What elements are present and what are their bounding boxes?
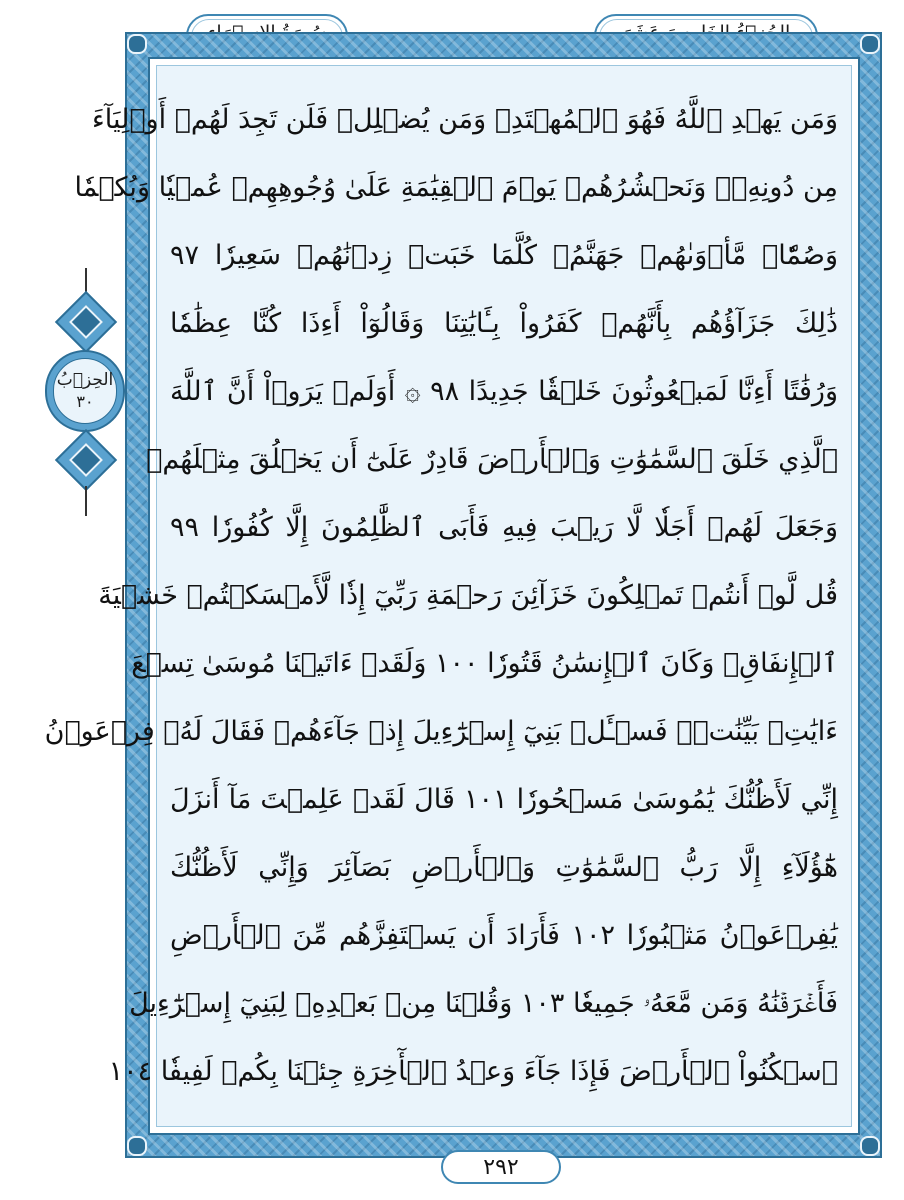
hizb-ornament-top-icon — [55, 291, 117, 353]
hizb-medallion — [45, 350, 125, 432]
text-line: مِن دُونِهِۦۖ وَنَحۡشُرُهُمۡ يَوۡمَ ٱلۡقِيَٰمَةِ عَلَىٰ وُجُوهِهِمۡ عُمۡيٗا وَبُكۡمٗا — [74, 172, 838, 203]
text-line: وَرُفَٰتًا أَءِنَّا لَمَبۡعُوثُونَ خَلۡقٗا جَدِيدًا ٩٨ ۞ أَوَلَمۡ يَرَوۡاْ أَنَّ ٱللَّهَ — [170, 376, 838, 407]
text-line: فَأَغۡرَقۡنَٰهُ وَمَن مَّعَهُۥ جَمِيعٗا ١٠٣ وَقُلۡنَا مِنۢ بَعۡدِهِۦ لِبَنِيٓ إِسۡرَٰٓءِيلَ — [129, 988, 838, 1019]
hizb-label: الحِزۡبُ — [56, 370, 114, 390]
text-line: ٱلۡإِنفَاقِۚ وَكَانَ ٱلۡإِنسَٰنُ قَتُورٗا ١٠٠ وَلَقَدۡ ءَاتَيۡنَا مُوسَىٰ تِسۡعَ — [131, 648, 838, 679]
corner-rosette-icon — [127, 34, 147, 54]
text-line: وَصُمّٗاۖ مَّأۡوَىٰهُمۡ جَهَنَّمُۖ كُلَّمَا خَبَتۡ زِدۡنَٰهُمۡ سَعِيرٗا ٩٧ — [170, 240, 838, 271]
corner-rosette-icon — [127, 1136, 147, 1156]
corner-rosette-icon — [860, 1136, 880, 1156]
hizb-marker-stem — [85, 486, 87, 516]
text-line: ٱسۡكُنُواْ ٱلۡأَرۡضَ فَإِذَا جَآءَ وَعۡدُ ٱلۡأٓخِرَةِ جِئۡنَا بِكُمۡ لَفِيفٗا ١٠٤ — [108, 1056, 838, 1087]
hizb-number: ٣٠ — [76, 392, 94, 411]
corner-rosette-icon — [860, 34, 880, 54]
page-number-badge — [441, 1150, 561, 1184]
hizb-medallion-inner — [53, 358, 117, 424]
text-line: قُل لَّوۡ أَنتُمۡ تَمۡلِكُونَ خَزَآئِنَ رَحۡمَةِ رَبِّيٓ إِذٗا لَّأَمۡسَكۡتُمۡ خَشۡيَةَ — [98, 580, 838, 611]
text-line: وَجَعَلَ لَهُمۡ أَجَلٗا لَّا رَيۡبَ فِيهِ فَأَبَى ٱلظَّٰلِمُونَ إِلَّا كُفُورٗا ٩٩ — [170, 512, 838, 543]
text-line: يَٰفِرۡعَوۡنُ مَثۡبُورٗا ١٠٢ فَأَرَادَ أَن يَسۡتَفِزَّهُم مِّنَ ٱلۡأَرۡضِ — [170, 920, 838, 951]
text-line: ٱلَّذِي خَلَقَ ٱلسَّمَٰوَٰتِ وَٱلۡأَرۡضَ قَادِرٌ عَلَىٰٓ أَن يَخۡلُقَ مِثۡلَهُمۡ — [146, 444, 838, 475]
page-number: ٢٩٢ — [483, 1154, 519, 1180]
text-line: وَمَن يَهۡدِ ٱللَّهُ فَهُوَ ٱلۡمُهۡتَدِۖ وَمَن يُضۡلِلۡ فَلَن تَجِدَ لَهُمۡ أَوۡلِيَآءَ — [92, 104, 838, 135]
hizb-ornament-bottom-icon — [55, 429, 117, 491]
text-line: ذَٰلِكَ جَزَآؤُهُم بِأَنَّهُمۡ كَفَرُواْ بِـَٔايَٰتِنَا وَقَالُوٓاْ أَءِذَا كُنَّا عِظَٰمٗا — [170, 308, 838, 339]
text-line: هَٰٓؤُلَآءِ إِلَّا رَبُّ ٱلسَّمَٰوَٰتِ وَٱلۡأَرۡضِ بَصَآئِرَ وَإِنِّي لَأَظُنُّكَ — [170, 852, 838, 883]
text-line: إِنِّي لَأَظُنُّكَ يَٰمُوسَىٰ مَسۡحُورٗا ١٠١ قَالَ لَقَدۡ عَلِمۡتَ مَآ أَنزَلَ — [170, 784, 839, 815]
text-line: ءَايَٰتِۭ بَيِّنَٰتٖۖ فَسۡـَٔلۡ بَنِيٓ إِسۡرَٰٓءِيلَ إِذۡ جَآءَهُمۡ فَقَالَ لَهُۥ فِرۡعَوۡنُ — [44, 716, 838, 747]
